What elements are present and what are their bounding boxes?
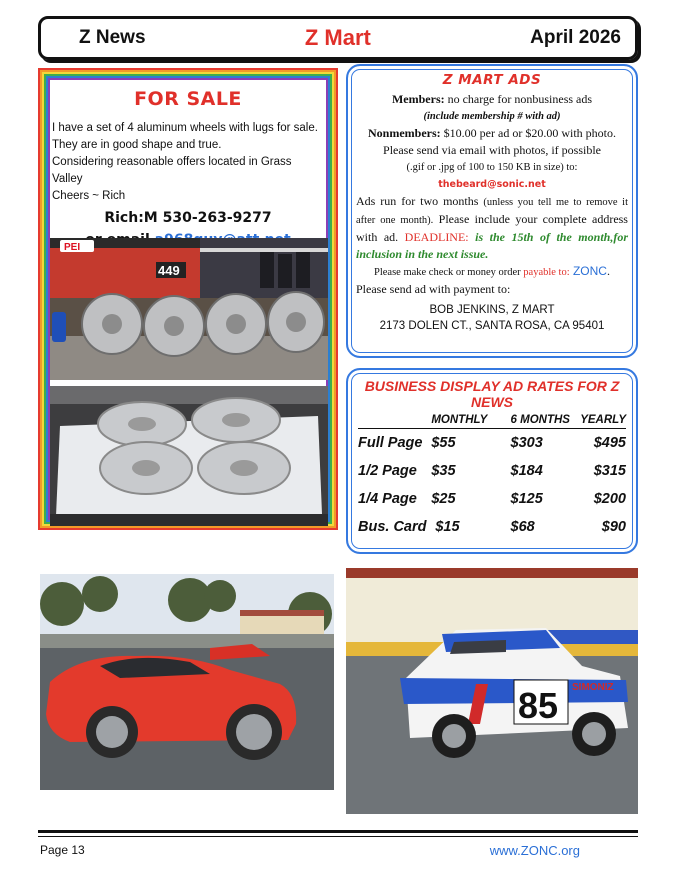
table-row — [358, 485, 626, 513]
race-number: 85 — [518, 685, 559, 726]
monthly-rate: $15 — [435, 519, 460, 535]
payable-label: payable to: — [523, 267, 570, 278]
deadline-label: DEADLINE: — [404, 230, 469, 244]
rates-col-header: 6 MONTHS — [511, 410, 581, 429]
issue-date: April 2026 — [530, 27, 621, 48]
members-text: no charge for nonbusiness ads — [444, 92, 593, 106]
for-sale-line: They are in good shape and true. — [52, 139, 222, 151]
ad-size: Full Page — [358, 435, 423, 451]
size-note: (.gif or .jpg of 100 to 150 KB in size) to: — [406, 162, 578, 173]
nonmembers-line — [356, 125, 628, 142]
rates-header-row — [358, 410, 626, 429]
send-instructions: Please send ad with payment to: — [356, 282, 511, 296]
ad-rates-box — [346, 368, 638, 554]
email-instructions: Please send via email with photos, if possible — [383, 143, 601, 157]
ad-size: 1/2 Page — [358, 463, 417, 479]
rates-col-header: YEARLY — [580, 410, 626, 429]
run-text-c: Please include your complete address with ad. — [356, 212, 628, 244]
yearly-rate: $200 — [593, 491, 626, 507]
yearly-rate: $90 — [601, 519, 626, 535]
six-month-rate: $303 — [510, 435, 543, 451]
nonmembers-text: $10.00 per ad or $20.00 with photo. — [440, 126, 616, 140]
zmart-email-link[interactable]: thebeard@sonic.net — [438, 179, 546, 190]
payee-name: ZONC — [569, 264, 607, 278]
publication-name: Z News — [79, 27, 146, 48]
table-row — [358, 429, 626, 458]
members-label: Members: — [391, 92, 445, 106]
membership-note: (include membership # with ad) — [423, 111, 561, 122]
mailing-address-street: 2173 DOLEN CT., SANTA ROSA, CA 95401 — [379, 320, 605, 332]
zmart-title: Z MART ADS — [442, 72, 542, 88]
for-sale-line: Cheers ~ Rich — [52, 190, 126, 202]
website-link[interactable]: www.ZONC.org — [489, 843, 580, 858]
race-car-photo — [346, 568, 638, 814]
nonmembers-label: Nonmembers: — [368, 126, 441, 140]
monthly-rate: $25 — [431, 491, 456, 507]
six-month-rate: $68 — [510, 519, 535, 535]
rates-title: BUSINESS DISPLAY AD RATES FOR Z NEWS — [364, 378, 620, 410]
six-month-rate: $184 — [510, 463, 543, 479]
yearly-rate: $495 — [593, 435, 626, 451]
zmart-ads-info — [346, 64, 638, 358]
for-sale-line: I have a set of 4 aluminum wheels with lugs for sale. — [52, 122, 318, 134]
wheels-trunk-photo — [50, 386, 328, 526]
seller-phone: Rich:M 530-263-9277 — [104, 210, 272, 226]
ad-size: 1/4 Page — [358, 491, 417, 507]
mailing-address-name: BOB JENKINS, Z MART — [429, 304, 555, 316]
rates-col-header — [358, 410, 431, 429]
for-sale-line: Considering reasonable offers located in Grass Valley — [52, 156, 292, 185]
page-header — [38, 16, 638, 60]
monthly-rate: $55 — [431, 435, 456, 451]
monthly-rate: $35 — [431, 463, 456, 479]
for-sale-title: FOR SALE — [134, 88, 242, 110]
deadline-text: is the 15th of the month,for inclusion in the next issue. — [356, 230, 628, 261]
ad-size: Bus. Card — [358, 519, 427, 535]
wheels-garage-photo — [50, 238, 328, 380]
six-month-rate: $125 — [510, 491, 543, 507]
page-number: Page 13 — [40, 843, 85, 857]
red-z-car-photo — [40, 574, 334, 790]
members-line — [356, 91, 628, 108]
run-policy — [356, 193, 628, 263]
pei-sticker-label: PEI — [64, 242, 81, 253]
rates-col-header: MONTHLY — [431, 410, 510, 429]
check-text: Please make check or money order — [374, 267, 524, 278]
rates-table — [358, 410, 626, 541]
section-title: Z Mart — [304, 25, 371, 50]
toolbox-number: 449 — [158, 263, 180, 278]
sponsor-decal: SIMONIZ — [572, 682, 614, 693]
table-row — [358, 457, 626, 485]
yearly-rate: $315 — [593, 463, 626, 479]
payment-line: Please make check or money order payable to: ZONC. — [374, 264, 610, 278]
table-row — [358, 513, 626, 541]
run-text-b: (unless you tell me to remove it after one month). — [356, 197, 628, 226]
run-text-a: Ads run for two months — [356, 194, 484, 208]
footer-rule-thin — [38, 836, 638, 837]
footer-rule-thick — [38, 830, 638, 833]
